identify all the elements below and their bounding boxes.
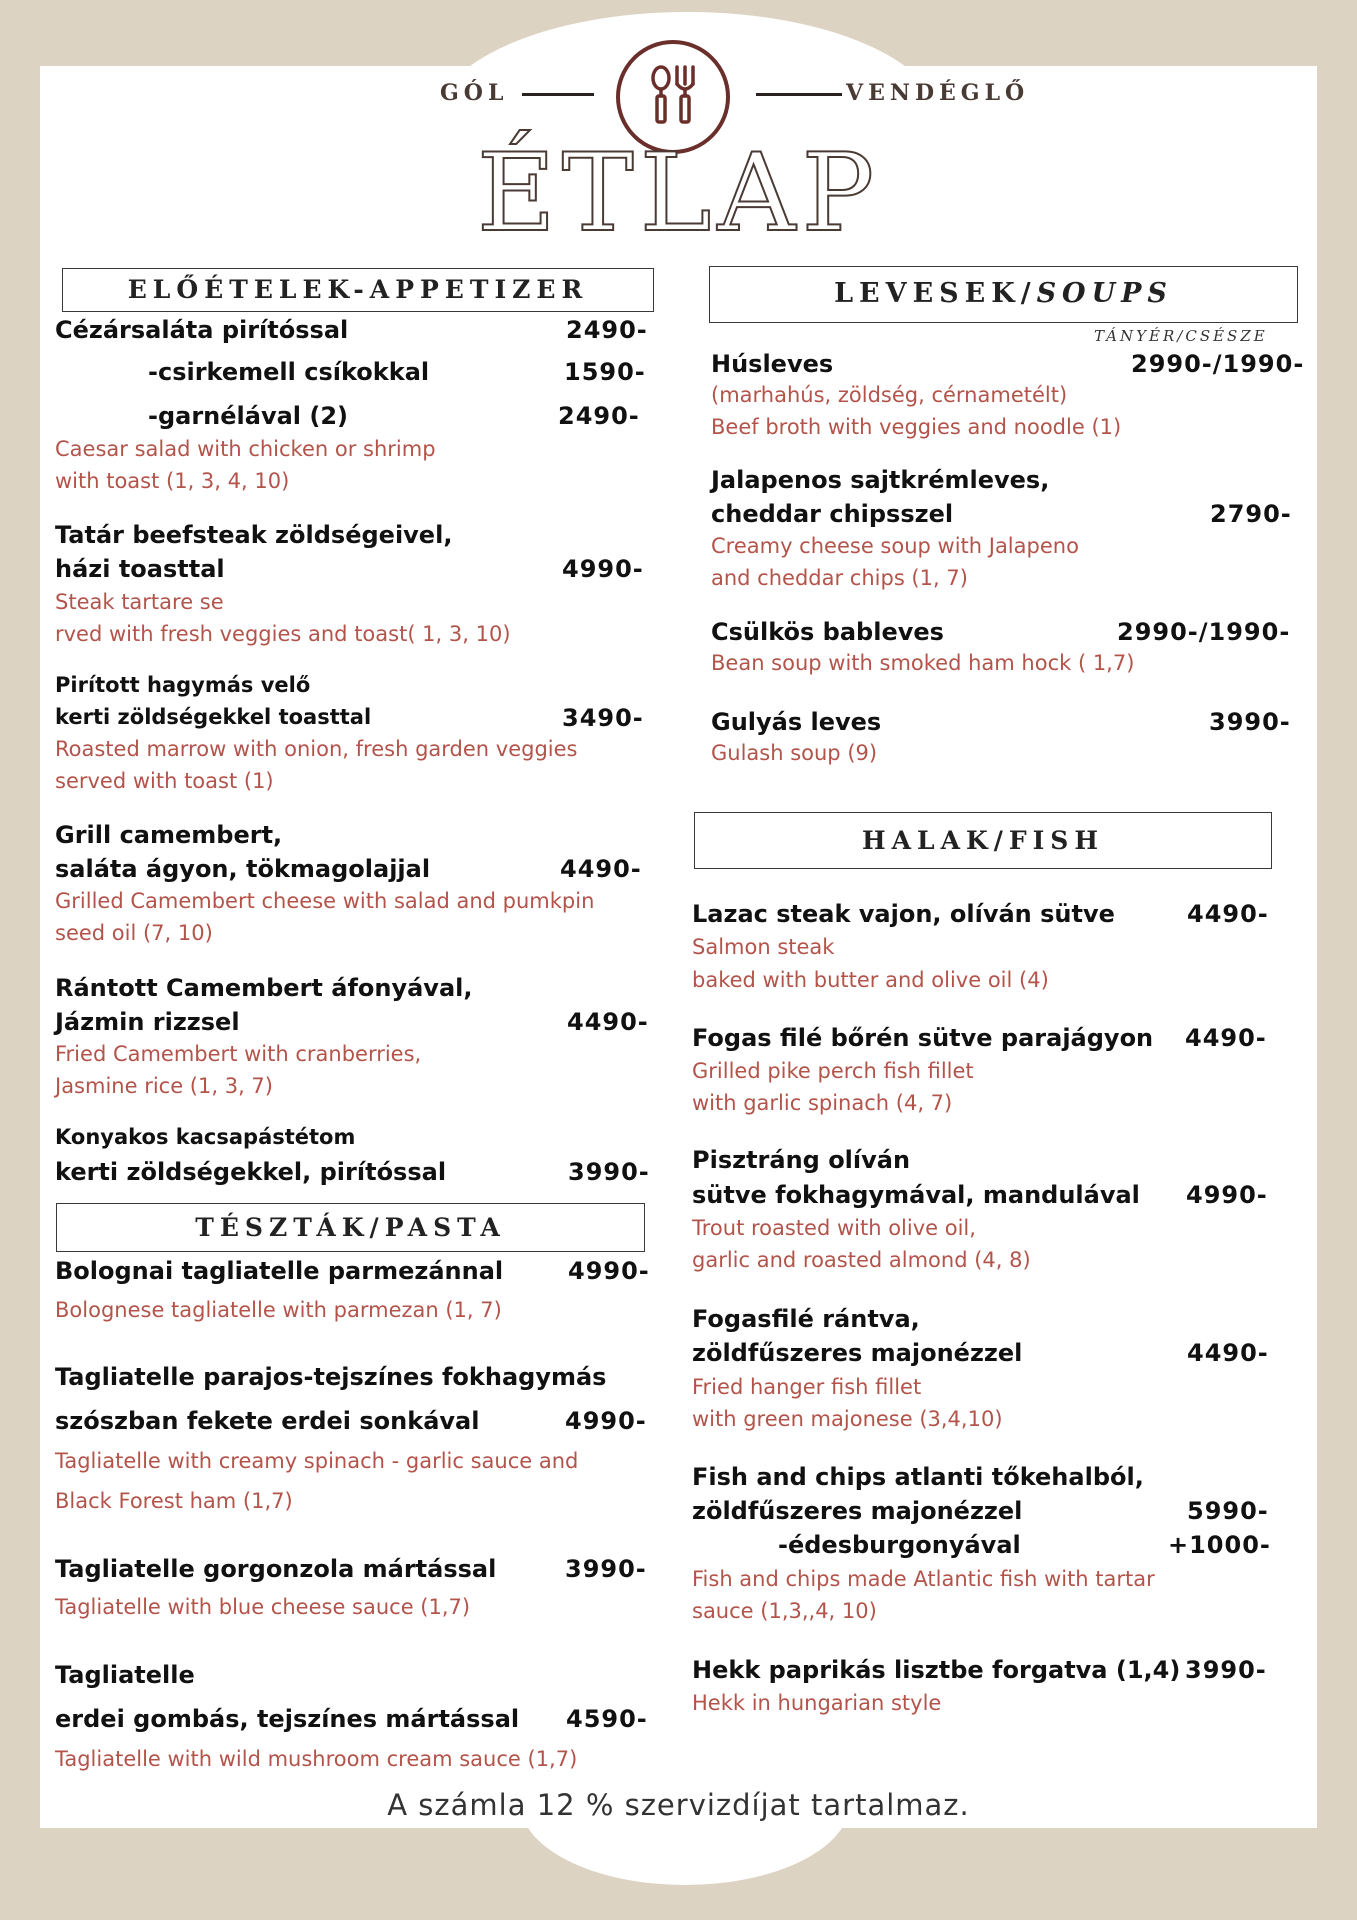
item-description: Hekk in hungarian style bbox=[692, 1691, 942, 1715]
item-name: Rántott Camembert áfonyával, bbox=[55, 974, 473, 1002]
item-description: Fish and chips made Atlantic fish with tartar bbox=[692, 1567, 1155, 1591]
item-name: Pisztráng olíván bbox=[692, 1146, 911, 1174]
item-name: Tagliatelle gorgonzola mártással bbox=[55, 1555, 497, 1583]
item-name: Cézársaláta pirítóssal bbox=[55, 316, 349, 344]
section-header-soups-hu: LEVESEK/ bbox=[834, 278, 1037, 309]
item-description: Black Forest ham (1,7) bbox=[55, 1489, 293, 1513]
item-description: Creamy cheese soup with Jalapeno bbox=[711, 534, 1079, 558]
section-header-soups-en: SOUPS bbox=[1036, 278, 1173, 309]
item-price: 4990- bbox=[1186, 1181, 1268, 1209]
item-name: Jalapenos sajtkrémleves, bbox=[711, 466, 1050, 494]
item-description: Caesar salad with chicken or shrimp bbox=[55, 437, 436, 461]
item-name: erdei gombás, tejszínes mártással bbox=[55, 1705, 520, 1733]
item-price: 2790- bbox=[1210, 500, 1292, 528]
section-header-soups bbox=[709, 266, 1298, 323]
item-description: Salmon steak bbox=[692, 935, 835, 959]
item-description: sauce (1,3,,4, 10) bbox=[692, 1599, 877, 1623]
item-name: Hekk paprikás lisztbe forgatva (1,4) bbox=[692, 1656, 1181, 1684]
item-name: Húsleves bbox=[711, 350, 834, 378]
header-rule-left bbox=[522, 93, 594, 96]
item-price: 3990- bbox=[568, 1158, 650, 1186]
item-name: Tagliatelle bbox=[55, 1661, 195, 1689]
item-name: zöldfűszeres majonézzel bbox=[692, 1497, 1023, 1525]
item-name: házi toasttal bbox=[55, 555, 225, 583]
item-name: cheddar chipsszel bbox=[711, 500, 954, 528]
item-price: 3990- bbox=[565, 1555, 647, 1583]
item-description: Jasmine rice (1, 3, 7) bbox=[55, 1074, 273, 1098]
item-variant: -csirkemell csíkokkal bbox=[148, 358, 430, 386]
item-name: zöldfűszeres majonézzel bbox=[692, 1339, 1023, 1367]
item-description: Grilled pike perch fish fillet bbox=[692, 1059, 974, 1083]
item-description: seed oil (7, 10) bbox=[55, 921, 213, 945]
item-description: Steak tartare se bbox=[55, 590, 224, 614]
item-name: Jázmin rizzsel bbox=[55, 1008, 240, 1036]
item-description: served with toast (1) bbox=[55, 769, 274, 793]
item-description: Roasted marrow with onion, fresh garden veggies bbox=[55, 737, 578, 761]
soup-size-label: TÁNYÉR/CSÉSZE bbox=[1094, 327, 1268, 345]
item-description: rved with fresh veggies and toast( 1, 3, 10) bbox=[55, 622, 511, 646]
item-price: 4490- bbox=[1187, 900, 1269, 928]
item-description: (marhahús, zöldség, cérnametélt) bbox=[711, 383, 1068, 407]
item-description: Gulash soup (9) bbox=[711, 741, 878, 765]
item-price: +1000- bbox=[1168, 1531, 1271, 1559]
item-price: 1590- bbox=[564, 358, 646, 386]
item-description: Bolognese tagliatelle with parmezan (1, 7) bbox=[55, 1298, 502, 1322]
item-name: sütve fokhagymával, mandulával bbox=[692, 1181, 1140, 1209]
item-price: 4590- bbox=[566, 1705, 648, 1733]
item-name: Bolognai tagliatelle parmezánnal bbox=[55, 1257, 504, 1285]
item-description: with green majonese (3,4,10) bbox=[692, 1407, 1003, 1431]
item-name: Pirított hagymás velő bbox=[55, 673, 311, 697]
header-rule-right bbox=[756, 93, 842, 96]
item-price: 3490- bbox=[562, 704, 644, 732]
item-name: Konyakos kacsapástétom bbox=[55, 1125, 356, 1149]
item-description: with toast (1, 3, 4, 10) bbox=[55, 469, 290, 493]
section-header-fish: HALAK/FISH bbox=[694, 812, 1272, 869]
item-price: 4990- bbox=[568, 1257, 650, 1285]
section-header-pasta: TÉSZTÁK/PASTA bbox=[56, 1203, 645, 1252]
brand-left: GÓL bbox=[440, 80, 509, 106]
item-name: Lazac steak vajon, olíván sütve bbox=[692, 900, 1115, 928]
brand-right: VENDÉGLŐ bbox=[846, 80, 1030, 106]
item-name: Gulyás leves bbox=[711, 708, 882, 736]
item-name: Fogasfilé rántva, bbox=[692, 1305, 920, 1333]
item-price: 4990- bbox=[565, 1407, 647, 1435]
item-price: 4490- bbox=[560, 855, 642, 883]
item-variant: -édesburgonyával bbox=[778, 1531, 1021, 1559]
item-price: 3990- bbox=[1185, 1656, 1267, 1684]
item-description: Tagliatelle with blue cheese sauce (1,7) bbox=[55, 1595, 471, 1619]
item-price: 3990- bbox=[1209, 708, 1291, 736]
item-name: szószban fekete erdei sonkával bbox=[55, 1407, 480, 1435]
service-charge-note: A számla 12 % szervizdíjat tartalmaz. bbox=[387, 1788, 970, 1822]
item-variant: -garnélával (2) bbox=[148, 402, 349, 430]
page-title: ÉTLAP bbox=[476, 131, 881, 256]
item-description: baked with butter and olive oil (4) bbox=[692, 968, 1049, 992]
item-price: 4490- bbox=[1185, 1024, 1267, 1052]
item-name: Fogas filé bőrén sütve parajágyon bbox=[692, 1024, 1154, 1052]
item-price: 2490- bbox=[558, 402, 640, 430]
item-price: 4490- bbox=[1187, 1339, 1269, 1367]
item-description: with garlic spinach (4, 7) bbox=[692, 1091, 953, 1115]
item-description: and cheddar chips (1, 7) bbox=[711, 566, 968, 590]
item-name: kerti zöldségekkel, pirítóssal bbox=[55, 1158, 447, 1186]
item-description: Fried hanger fish fillet bbox=[692, 1375, 922, 1399]
item-description: Beef broth with veggies and noodle (1) bbox=[711, 415, 1122, 439]
item-price: 2490- bbox=[566, 316, 648, 344]
item-description: Grilled Camembert cheese with salad and pumkpin bbox=[55, 889, 595, 913]
item-description: Tagliatelle with wild mushroom cream sauce (1,7) bbox=[55, 1747, 578, 1771]
item-price: 2990-/1990- bbox=[1131, 350, 1305, 378]
section-header-appetizer: ELŐÉTELEK-APPETIZER bbox=[62, 268, 654, 312]
item-name: kerti zöldségekkel toasttal bbox=[55, 705, 372, 729]
item-price: 4490- bbox=[567, 1008, 649, 1036]
item-name: Tatár beefsteak zöldségeivel, bbox=[55, 521, 453, 549]
item-price: 2990-/1990- bbox=[1117, 618, 1291, 646]
item-price: 5990- bbox=[1187, 1497, 1269, 1525]
item-price: 4990- bbox=[562, 555, 644, 583]
item-name: Fish and chips atlanti tőkehalból, bbox=[692, 1463, 1144, 1491]
item-description: Tagliatelle with creamy spinach - garlic sauce and bbox=[55, 1449, 579, 1473]
item-name: Tagliatelle parajos-tejszínes fokhagymás bbox=[55, 1363, 607, 1391]
item-description: Bean soup with smoked ham hock ( 1,7) bbox=[711, 651, 1135, 675]
item-name: saláta ágyon, tökmagolajjal bbox=[55, 855, 431, 883]
item-name: Grill camembert, bbox=[55, 821, 283, 849]
item-description: garlic and roasted almond (4, 8) bbox=[692, 1248, 1031, 1272]
item-name: Csülkös bableves bbox=[711, 618, 944, 646]
item-description: Trout roasted with olive oil, bbox=[692, 1216, 976, 1240]
item-description: Fried Camembert with cranberries, bbox=[55, 1042, 422, 1066]
